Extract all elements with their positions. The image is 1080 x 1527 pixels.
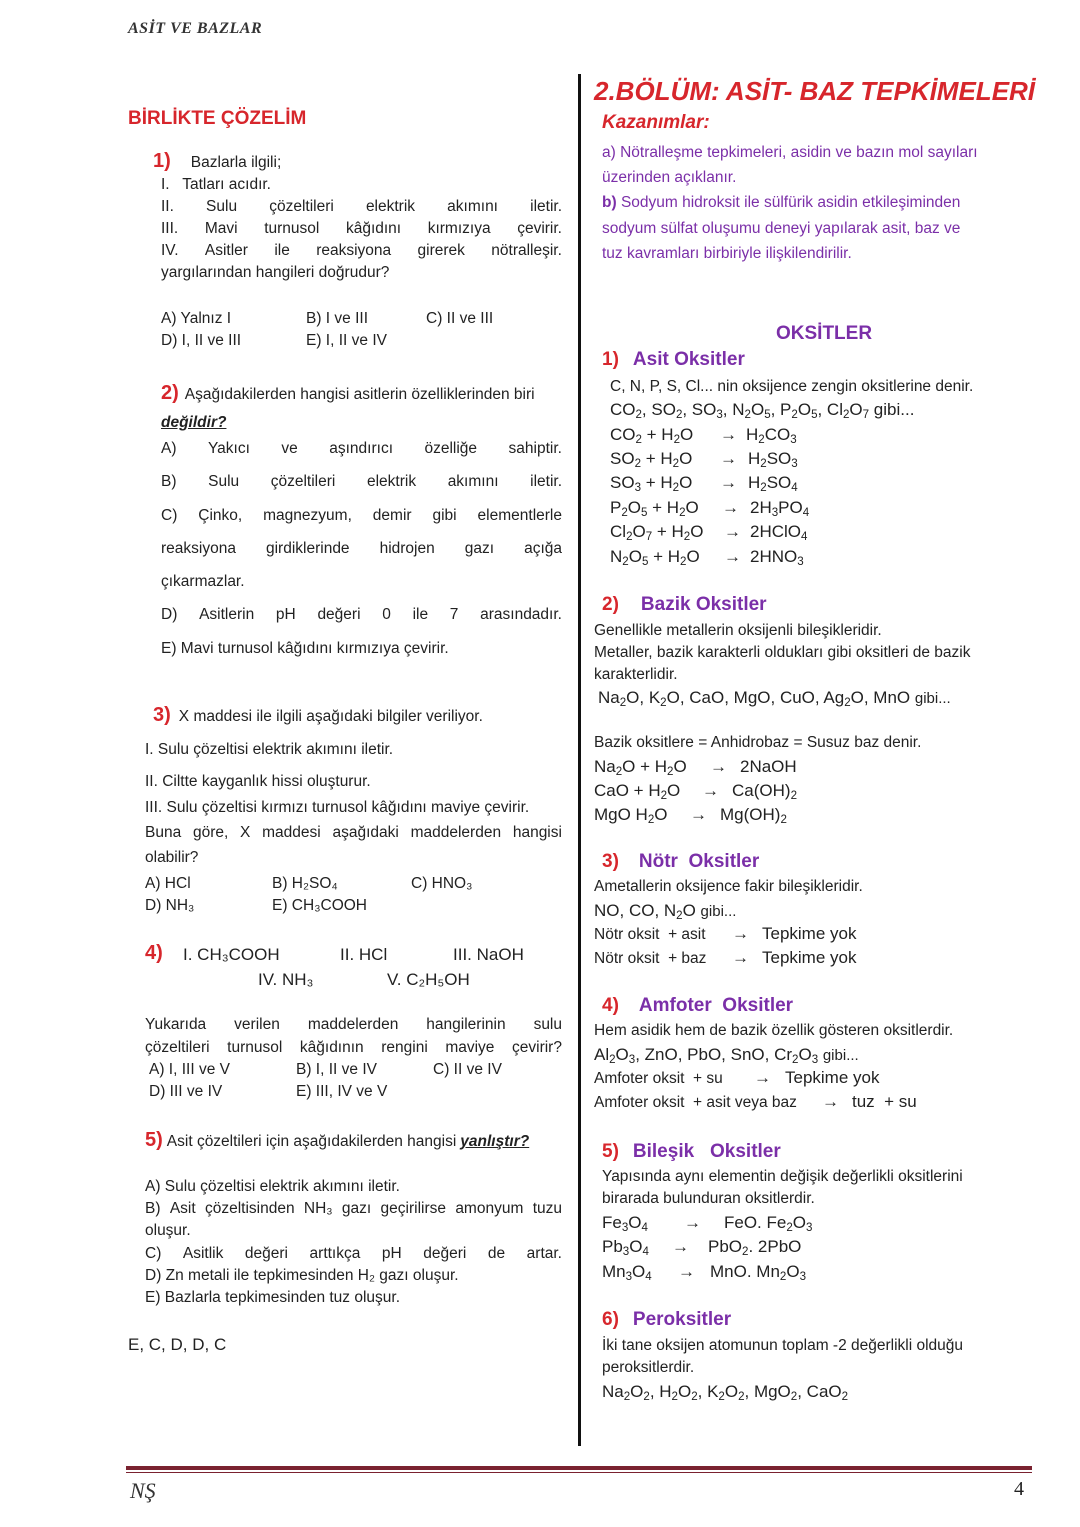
eq-cl2o7-lhs: $Cl_2O_7 + H_2O$ [610, 522, 704, 543]
eq-so3-lhs: $SO_3 + H_2O$ [610, 473, 693, 494]
q3-question-line1: Buna göre, X maddesi aşağıdaki maddelerden hangisi [145, 824, 562, 841]
kazanim-b-line1: b) Sodyum hidroksit ile sülfürik asidin etkileşiminden [602, 194, 961, 211]
eq-pb3o4-rhs: PbO$_2$. 2PbO [708, 1237, 802, 1258]
q4-option-d: D) III ve IV [149, 1083, 223, 1100]
eq-mgo-rhs: $Mg(OH)_2$ [720, 805, 787, 826]
eq-arrow: → [722, 498, 739, 517]
footer-signature: NŞ [130, 1478, 156, 1503]
q1-item-2: II. Sulu çözeltileri elektrik akımını iletir. [161, 198, 562, 215]
q1-option-d: D) I, II ve III [161, 332, 242, 349]
column-divider [578, 74, 581, 1446]
q3-stem: 3) X maddesi ile ilgili aşağıdaki bilgiler veriliyor. [153, 704, 483, 726]
running-header: ASİT VE BAZLAR [128, 20, 263, 37]
q1-option-e: E) I, II ve IV [306, 332, 387, 349]
notr-oksit-list: NO, CO, $N_2O$ gibi... [594, 901, 737, 922]
kazanim-a-line1: a) Nötralleşme tepkimeleri, asidin ve bazın mol sayıları [602, 144, 978, 161]
peroksit-list: $Na_2O_2$, $H_2O_2$, $K_2O_2$, MgO$_2$, CaO$_2$ [602, 1382, 849, 1403]
q2-option-e: E) Mavi turnusol kâğıdını kırmızıya çevirir. [161, 640, 449, 657]
peroksit-desc-1: İki tane oksijen atomunun toplam -2 değerlikli olduğu [602, 1337, 964, 1354]
eq-p2o5-rhs: $2H_3PO_4$ [750, 498, 810, 519]
q3-option-c: C) HNO₃ [411, 875, 473, 892]
q5-stem: 5) Asit çözeltileri için aşağıdakilerden hangisi yanlıştır? [145, 1129, 530, 1151]
amfoter-rxn-2-lhs: Amfoter oksit + asit veya baz [594, 1094, 797, 1111]
eq-na2o-lhs: $Na_2O + H_2O$ [594, 757, 687, 778]
q2-option-a: A) Yakıcı ve aşındırıcı özelliğe sahiptir. [161, 440, 562, 457]
q2-option-c-line3: çıkarmazlar. [161, 573, 245, 590]
bazik-desc-1: Genellikle metallerin oksijenli bileşikleridir. [594, 622, 882, 639]
eq-so2-lhs: $SO_2 + H_2O$ [610, 449, 693, 470]
bilesik-desc-1: Yapısında aynı elementin değişik değerlikli oksitlerini [602, 1168, 963, 1185]
notr-rxn-2-rhs: Tepkime yok [762, 948, 857, 967]
q3-question-line2: olabilir? [145, 849, 199, 866]
eq-p2o5-lhs: $P_2O_5 + H_2O$ [610, 498, 699, 519]
notr-rxn-1-lhs: Nötr oksit + asit [594, 926, 706, 943]
q4-option-c: C) II ve IV [433, 1061, 502, 1078]
eq-fe3o4-rhs: FeO. $Fe_2O_3$ [724, 1213, 813, 1234]
q2-option-d: D) Asitlerin pH değeri 0 ile 7 arasındadır. [161, 606, 562, 623]
eq-arrow: → [724, 522, 741, 541]
eq-arrow: → [710, 757, 727, 776]
eq-cao-rhs: $Ca(OH)_2$ [732, 781, 797, 802]
eq-arrow: → [822, 1092, 839, 1111]
q4-number: 4) [145, 942, 163, 964]
q4-item-1: I. CH₃COOH [183, 945, 280, 964]
kazanim-b-line2: sodyum sülfat oluşumu deneyi yapılarak asit, baz ve [602, 220, 961, 237]
q5-option-b-line2: oluşur. [145, 1222, 191, 1239]
q4-question-line2: çözeltileri turnusol kâğıdının rengini maviye çevirir? [145, 1039, 562, 1056]
peroksitler-heading: 6) Peroksitler [602, 1309, 732, 1330]
bilesik-desc-2: birarada bulunduran oksitlerdir. [602, 1190, 815, 1207]
q1-item-1: I. Tatları acıdır. [161, 176, 271, 193]
section-title: 2.BÖLÜM: ASİT- BAZ TEPKİMELERİ [594, 76, 1036, 106]
eq-na2o-rhs: 2NaOH [740, 757, 797, 776]
q1-question: yargılarından hangileri doğrudur? [161, 264, 390, 281]
q3-option-d: D) NH₃ [145, 897, 195, 914]
eq-n2o5-lhs: $N_2O_5 + H_2O$ [610, 547, 700, 568]
amfoter-rxn-1-lhs: Amfoter oksit + su [594, 1070, 723, 1087]
q4-item-5: V. C₂H₅OH [387, 970, 470, 989]
eq-co2-rhs: $H_2CO_3$ [746, 425, 797, 446]
amfoter-rxn-1-rhs: Tepkime yok [785, 1068, 880, 1087]
q1-item-3: III. Mavi turnusol kâğıdını kırmızıya çevirir. [161, 220, 562, 237]
eq-cao-lhs: CaO + $H_2O$ [594, 781, 681, 802]
peroksit-desc-2: peroksitlerdir. [602, 1359, 695, 1376]
notr-rxn-1-rhs: Tepkime yok [762, 924, 857, 943]
amfoter-oksit-list: $Al_2O_3$, ZnO, PbO, SnO, $Cr_2O_3$ gibi... [594, 1045, 859, 1066]
eq-so2-rhs: $H_2SO_3$ [748, 449, 798, 470]
q5-option-d: D) Zn metali ile tepkimesinden H₂ gazı oluşur. [145, 1267, 459, 1284]
q5-option-e: E) Bazlarla tepkimesinden tuz oluşur. [145, 1289, 401, 1306]
amfoter-oksitler-heading: 4) Amfoter Oksitler [602, 995, 794, 1016]
answer-key: E, C, D, D, C [128, 1335, 227, 1354]
q2-option-b: B) Sulu çözeltileri elektrik akımını iletir. [161, 473, 562, 490]
eq-arrow: → [732, 924, 749, 943]
footer-rule [126, 1466, 1032, 1470]
q4-option-e: E) III, IV ve V [296, 1083, 388, 1100]
eq-arrow: → [702, 781, 719, 800]
q1-option-b: B) I ve III [306, 310, 369, 327]
eq-fe3o4-lhs: $Fe_3O_4$ [602, 1213, 648, 1234]
q3-option-b: B) H₂SO₄ [272, 875, 338, 892]
q5-option-a: A) Sulu çözeltisi elektrik akımını iletir. [145, 1178, 400, 1195]
eq-arrow: → [724, 547, 741, 566]
notr-rxn-2-lhs: Nötr oksit + baz [594, 950, 707, 967]
q1-option-a: A) Yalnız I [161, 310, 232, 327]
q4-item-2: II. HCl [340, 945, 388, 964]
eq-co2-lhs: $CO_2 + H_2O$ [610, 425, 694, 446]
q3-info-3: III. Sulu çözeltisi kırmızı turnusol kâğıdını maviye çevirir. [145, 799, 530, 816]
notr-oksitler-heading: 3) Nötr Oksitler [602, 851, 760, 872]
bazik-note: Bazik oksitlere = Anhidrobaz = Susuz baz denir. [594, 734, 922, 751]
bazik-desc-2: Metaller, bazik karakterli oldukları gibi oksitleri de bazik [594, 644, 971, 661]
q1-item-4: IV. Asitler ile reaksiyona girerek nötralleşir. [161, 242, 562, 259]
q3-info-2: II. Ciltte kayganlık hissi oluşturur. [145, 773, 371, 790]
asit-oksitler-heading: 1) Asit Oksitler [602, 349, 745, 370]
eq-arrow: → [720, 425, 737, 444]
q3-option-a: A) HCl [145, 875, 191, 892]
asit-oksit-list: $CO_2$, $SO_2$, $SO_3$, $N_2O_5$, $P_2O_5$, $Cl_2O_7$ gibi... [610, 400, 915, 421]
eq-arrow: → [720, 449, 737, 468]
q4-question-line1: Yukarıda verilen maddelerden hangilerinin sulu [145, 1016, 562, 1033]
eq-pb3o4-lhs: $Pb_3O_4$ [602, 1237, 649, 1258]
kazanim-b-line3: tuz kavramları birbiriyle ilişkilendirilir. [602, 245, 852, 262]
notr-desc: Ametallerin oksijence fakir bileşikleridir. [594, 878, 863, 895]
q2-stem: 2) Aşağıdakilerden hangisi asitlerin özelliklerinden biri [161, 382, 535, 404]
eq-mn3o4-lhs: $Mn_3O_4$ [602, 1262, 652, 1283]
q1-option-c: C) II ve III [426, 310, 494, 327]
eq-arrow: → [690, 805, 707, 824]
eq-arrow: → [678, 1262, 695, 1281]
bazik-oksit-list: $Na_2O$, $K_2O$, CaO, MgO, CuO, $Ag_2O$, MnO gibi... [598, 688, 951, 709]
q5-option-b-line1: B) Asit çözeltisinden NH₃ gazı geçirilirse amonyum tuzu [145, 1200, 562, 1217]
q3-info-1: I. Sulu çözeltisi elektrik akımını iletir. [145, 741, 394, 758]
q3-option-e: E) CH₃COOH [272, 897, 368, 914]
page-number: 4 [1014, 1478, 1024, 1500]
kazanimlar-title: Kazanımlar: [602, 112, 710, 133]
bazik-oksitler-heading: 2) Bazik Oksitler [602, 594, 767, 615]
q4-option-a: A) I, III ve V [149, 1061, 230, 1078]
eq-arrow: → [732, 948, 749, 967]
amfoter-rxn-2-rhs: tuz + su [852, 1092, 917, 1111]
eq-arrow: → [672, 1237, 689, 1256]
q2-option-c-line1: C) Çinko, magnezyum, demir gibi elementlerle [161, 507, 562, 524]
q4-option-b: B) I, II ve IV [296, 1061, 377, 1078]
eq-arrow: → [754, 1068, 771, 1087]
footer-rule-thin [126, 1472, 1032, 1473]
asit-oksit-desc: C, N, P, S, Cl... nin oksijence zengin oksitlerine denir. [610, 378, 974, 395]
eq-n2o5-rhs: $2HNO_3$ [750, 547, 804, 568]
kazanim-a-line2: üzerinden açıklanır. [602, 169, 737, 186]
q2-option-c-line2: reaksiyona girdiklerinde hidrojen gazı açığa [161, 540, 562, 557]
eq-cl2o7-rhs: 2HClO$_4$ [750, 522, 808, 543]
q2-emphasis: değildir? [161, 414, 227, 431]
q4-item-4: IV. NH₃ [258, 970, 314, 989]
eq-mgo-lhs: MgO $H_2O$ [594, 805, 668, 826]
q4-item-3: III. NaOH [453, 945, 524, 964]
eq-arrow: → [720, 473, 737, 492]
bilesik-oksitler-heading: 5) Bileşik Oksitler [602, 1141, 781, 1162]
q1-stem: 1) Bazlarla ilgili; [153, 150, 282, 172]
oksitler-heading: OKSİTLER [776, 323, 873, 344]
eq-mn3o4-rhs: MnO. $Mn_2O_3$ [710, 1262, 806, 1283]
bazik-desc-3: karakterlidir. [594, 666, 678, 683]
amfoter-desc: Hem asidik hem de bazik özellik gösteren oksitlerdir. [594, 1022, 954, 1039]
eq-so3-rhs: $H_2SO_4$ [748, 473, 798, 494]
eq-arrow: → [684, 1213, 701, 1232]
q5-option-c: C) Asitlik değeri arttıkça pH değeri de artar. [145, 1245, 562, 1262]
left-heading: BİRLİKTE ÇÖZELİM [128, 108, 307, 129]
